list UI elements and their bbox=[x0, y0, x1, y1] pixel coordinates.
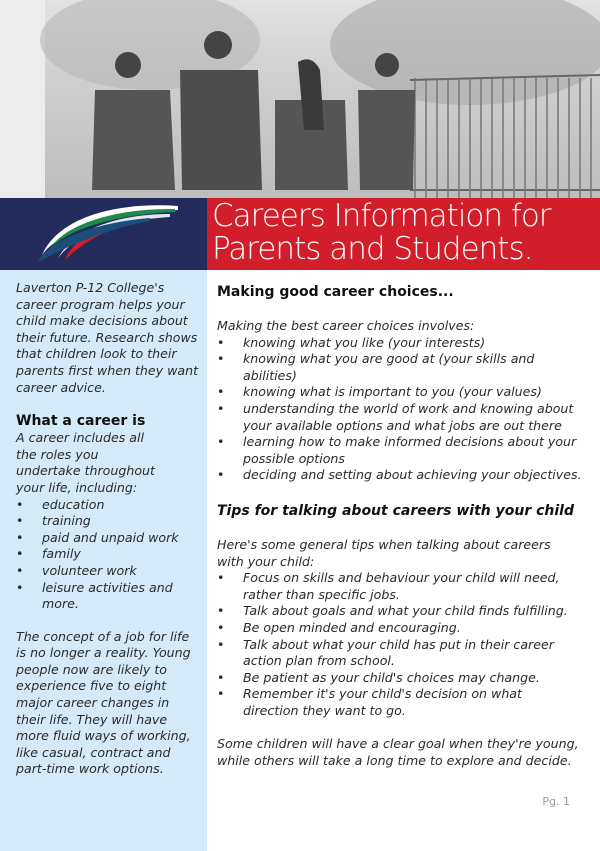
list-item: • family bbox=[16, 546, 199, 563]
career-list bbox=[16, 497, 199, 613]
list-item: • training bbox=[16, 513, 199, 530]
sidebar-closing: The concept of a job for life is no longer a reality. Young people now are likely to experience five to eight major career changes in their life. They will have more fluid ways of working, like casual, contract and part-time work options. bbox=[16, 628, 191, 777]
list-item: • education bbox=[16, 497, 199, 514]
list-item: • leisure activities and more. bbox=[16, 580, 199, 613]
page-number: Pg. 1 bbox=[542, 795, 570, 808]
page-title bbox=[212, 200, 551, 266]
school-logo bbox=[30, 200, 190, 268]
main-content bbox=[217, 284, 587, 770]
list-item: • knowing what you like (your interests) bbox=[217, 335, 587, 352]
list-item: • deciding and setting about achieving your objectives. bbox=[217, 467, 587, 484]
sidebar bbox=[0, 270, 207, 851]
list-item: • Be patient as your child's choices may change. bbox=[217, 670, 587, 687]
list-item: • understanding the world of work and knowing about your available options and what jobs are out there bbox=[217, 401, 587, 434]
list-item: • knowing what is important to you (your values) bbox=[217, 384, 587, 401]
list-item: • Focus on skills and behaviour your child will need, rather than specific jobs. bbox=[217, 570, 587, 603]
list-item: • Talk about goals and what your child finds fulfilling. bbox=[217, 603, 587, 620]
list-item: • volunteer work bbox=[16, 563, 199, 580]
section-heading-tips: Tips for talking about careers with your child bbox=[217, 502, 574, 519]
list-item: • Remember it's your child's decision on what direction they want to go. bbox=[217, 686, 587, 719]
title-line-1: Careers Information for bbox=[212, 198, 551, 234]
tips-intro: Here's some general tips when talking about careers with your child: bbox=[217, 536, 551, 569]
list-item: • Be open minded and encouraging. bbox=[217, 620, 587, 637]
choices-intro: Making the best career choices involves: bbox=[217, 318, 475, 333]
title-line-2: Parents and Students. bbox=[212, 231, 533, 267]
list-item: • paid and unpaid work bbox=[16, 530, 199, 547]
sidebar-heading: What a career is bbox=[16, 413, 146, 430]
list-item: • learning how to make informed decisions about your possible options bbox=[217, 434, 587, 467]
tips-list bbox=[217, 570, 587, 719]
sidebar-intro: Laverton P-12 College's career program helps your child make decisions about their future. Research shows that children look to their parents first when they want career advice. bbox=[16, 280, 199, 395]
main-closing: Some children will have a clear goal when they're young, while others will take a long time to explore and decide. bbox=[217, 736, 579, 769]
list-item: • knowing what you are good at (your skills and abilities) bbox=[217, 351, 587, 384]
list-item: • Talk about what your child has put in their career action plan from school. bbox=[217, 637, 587, 670]
choices-list bbox=[217, 335, 587, 484]
career-text: A career includes all the roles you undertake throughout your life, including: bbox=[16, 430, 155, 495]
header-photo-students bbox=[0, 0, 600, 198]
section-heading-choices: Making good career choices... bbox=[217, 284, 454, 300]
